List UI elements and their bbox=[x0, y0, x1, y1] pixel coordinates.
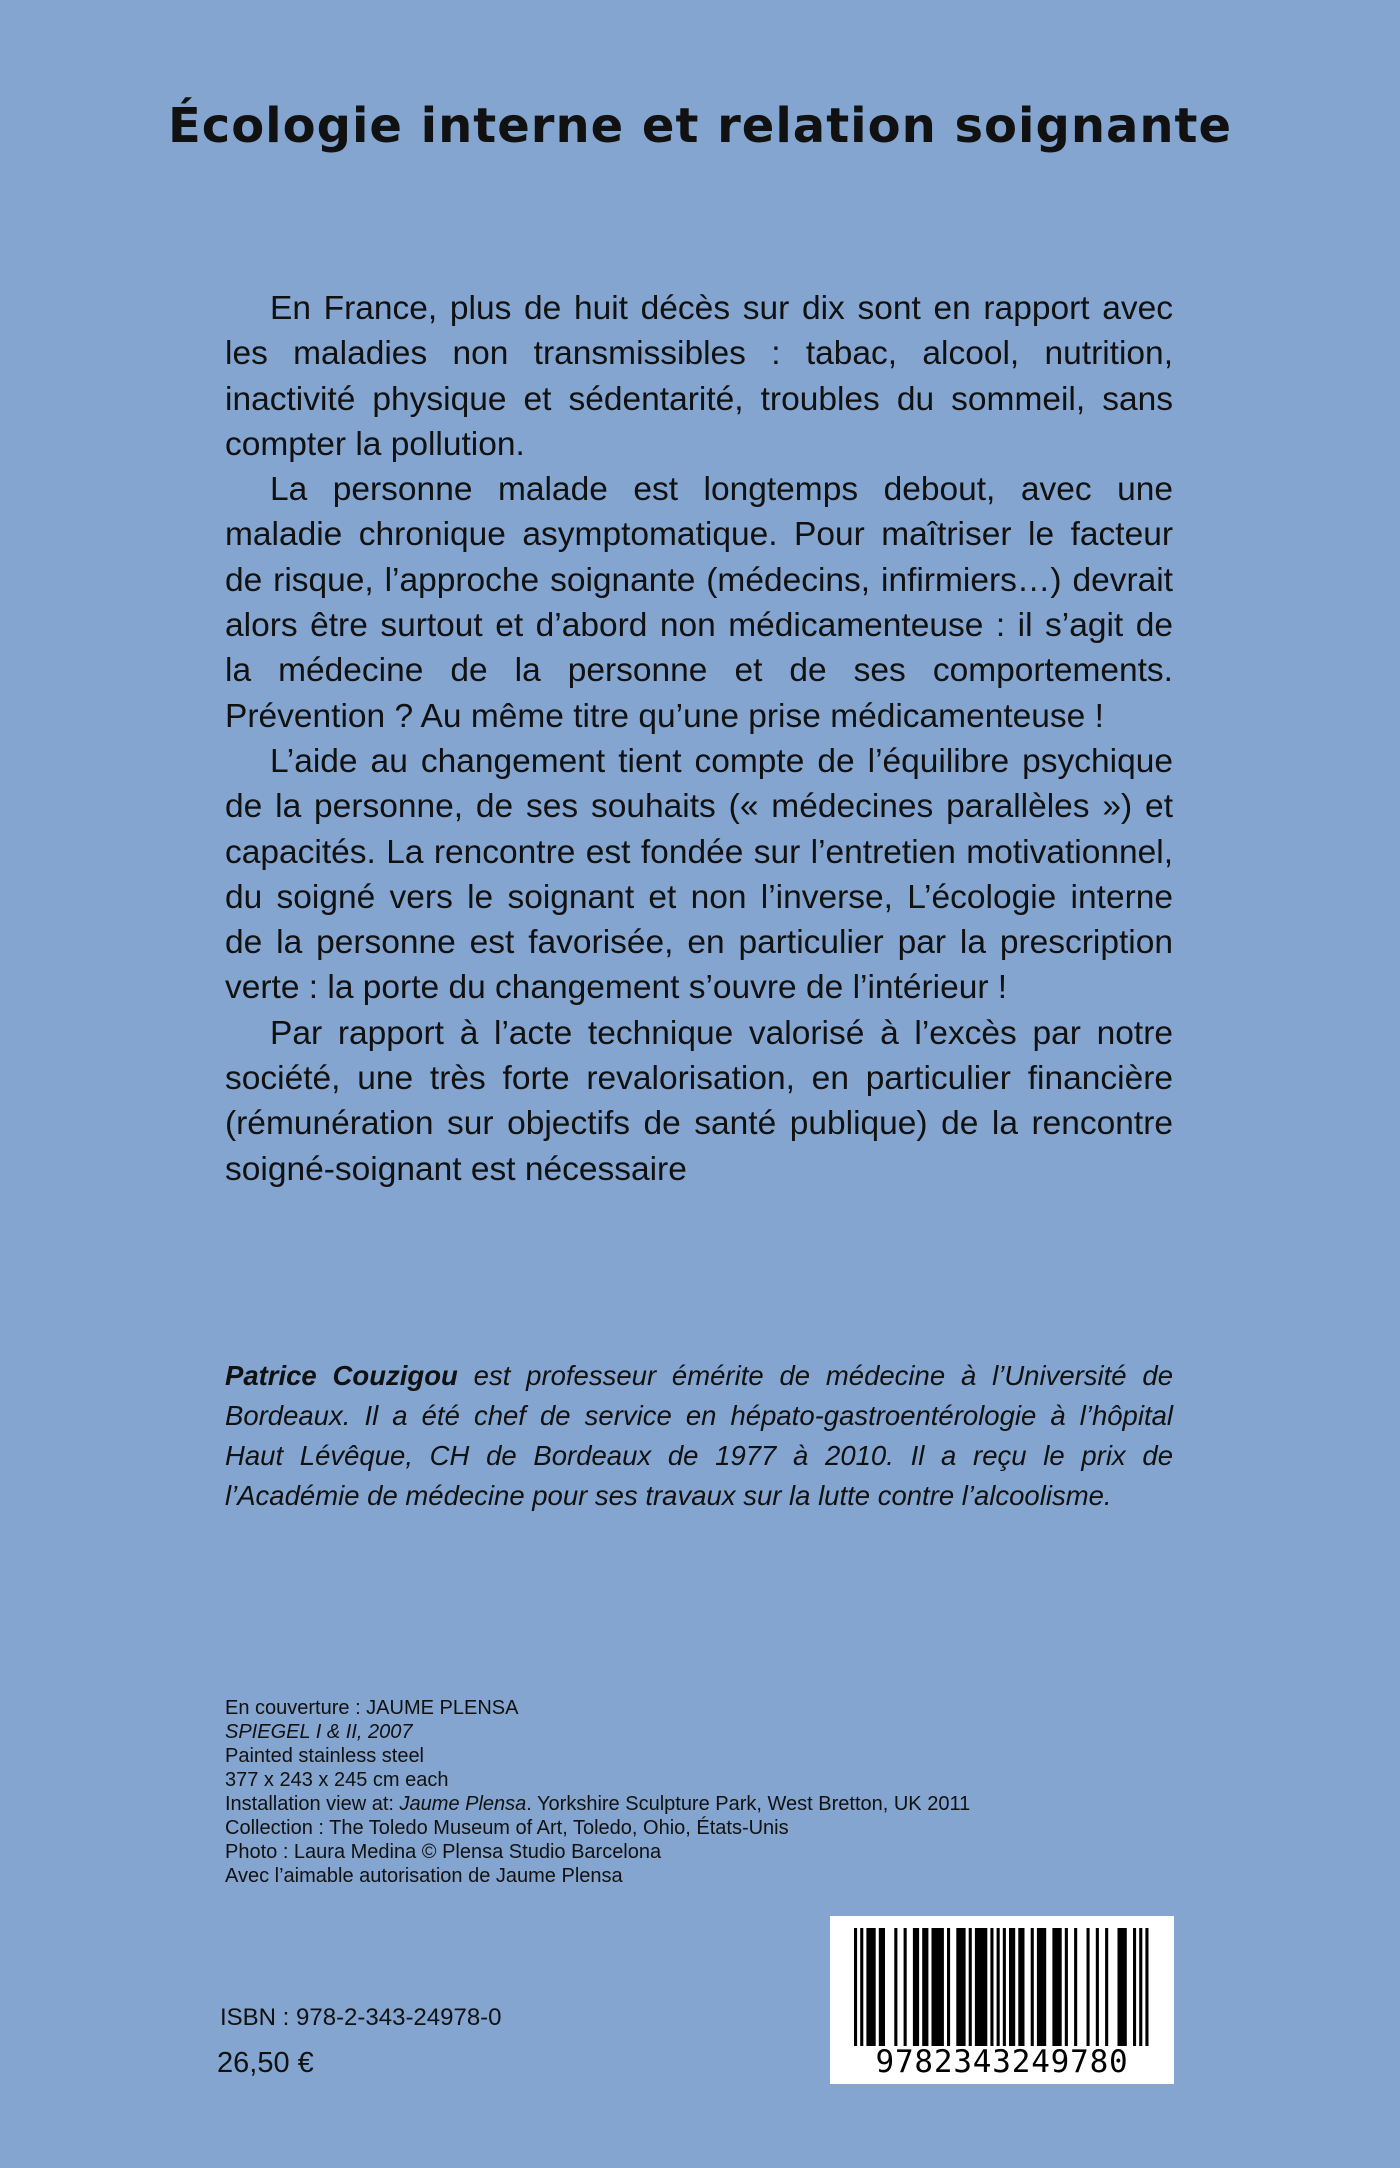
credit-line: SPIEGEL I & II, 2007 bbox=[225, 1721, 413, 1743]
barcode-bar bbox=[1037, 1928, 1046, 2046]
barcode-bar bbox=[1003, 1928, 1006, 2046]
blurb-paragraph-4: Par rapport à l’acte technique valorisé à l’excès par notre société, une très forte revalorisation, en particulier financière (rémunération sur objectifs de santé publique) de la rencontre soigné-soignant est nécessaire bbox=[225, 1014, 1173, 1188]
price: 26,50 € bbox=[217, 2047, 314, 2079]
credit-suffix: . Yorkshire Sculpture Park, West Bretton, UK 2011 bbox=[526, 1793, 971, 1815]
barcode-bar bbox=[866, 1928, 875, 2046]
barcode-bar bbox=[1031, 1928, 1034, 2046]
barcode-bar bbox=[1145, 1928, 1148, 2046]
barcode-bar bbox=[1139, 1928, 1142, 2046]
author-bio bbox=[225, 1356, 1173, 1516]
barcode-bar bbox=[956, 1928, 965, 2046]
cover-credits bbox=[225, 1696, 1125, 1888]
barcode-digits: 9782343249780 bbox=[875, 2044, 1129, 2080]
barcode-bar bbox=[860, 1928, 863, 2046]
barcode-bar bbox=[1009, 1928, 1015, 2046]
barcode bbox=[830, 1916, 1174, 2084]
credit-exhibition: Jaume Plensa bbox=[399, 1793, 527, 1815]
barcode-bar bbox=[1052, 1928, 1061, 2046]
barcode-bar bbox=[997, 1928, 1000, 2046]
barcode-bar bbox=[1096, 1928, 1099, 2046]
barcode-bar bbox=[969, 1928, 972, 2046]
barcode-bar bbox=[913, 1928, 919, 2046]
book-title: Écologie interne et relation soignante bbox=[167, 98, 1233, 154]
credit-line: Collection : The Toledo Museum of Art, Toledo, Ohio, États-Unis bbox=[225, 1817, 789, 1839]
blurb bbox=[225, 286, 1173, 1192]
credit-line: 377 x 243 x 245 cm each bbox=[225, 1769, 449, 1791]
barcode-bar bbox=[990, 1928, 993, 2046]
credit-line: Photo : Laura Medina © Plensa Studio Barcelona bbox=[225, 1841, 662, 1863]
barcode-bar bbox=[904, 1928, 907, 2046]
credit-prefix: Installation view at: bbox=[225, 1793, 400, 1815]
author-bio-text: est professeur émérite de médecine à l’Université de Bordeaux. Il a été chef de service en hépato-gastroentérologie à l’hôpital Haut Lévêque, CH de Bordeaux de 1977 à 2010. Il a reçu le prix de l’Académie de médecine pour ses travaux sur la lutte contre l’alcoolisme. bbox=[225, 1360, 1174, 1511]
barcode-bar bbox=[1018, 1928, 1024, 2046]
barcode-bar bbox=[894, 1928, 897, 2046]
isbn: ISBN : 978-2-343-24978-0 bbox=[220, 2004, 502, 2031]
credit-line: En couverture : JAUME PLENSA bbox=[225, 1697, 519, 1719]
barcode-bar bbox=[854, 1928, 857, 2046]
blurb-paragraph-1: En France, plus de huit décès sur dix sont en rapport avec les maladies non transmissibles : tabac, alcool, nutrition, inactivité physique et sédentarité, troubles du sommeil, sans compter la pollution. bbox=[225, 290, 1173, 463]
credit-line-installation bbox=[225, 1792, 1125, 1816]
barcode-bar bbox=[1087, 1928, 1090, 2046]
barcode-bar bbox=[1133, 1928, 1136, 2046]
barcode-bar bbox=[932, 1928, 944, 2046]
barcode-bar bbox=[1074, 1928, 1077, 2046]
barcode-bar bbox=[947, 1928, 950, 2046]
credit-line: Avec l’aimable autorisation de Jaume Plensa bbox=[225, 1865, 623, 1887]
barcode-bar bbox=[1065, 1928, 1068, 2046]
barcode-bar bbox=[1105, 1928, 1108, 2046]
author-name: Patrice Couzigou bbox=[225, 1360, 458, 1391]
credit-line: Painted stainless steel bbox=[225, 1745, 425, 1767]
barcode-bar bbox=[879, 1928, 885, 2046]
blurb-paragraph-2: La personne malade est longtemps debout, avec une maladie chronique asymptomatique. Pour maîtriser le facteur de risque, l’approche soignante (médecins, infirmiers…) devrait alors être surtout et d’abord non médicamenteuse : il s’agit de la médecine de la personne et de ses comportements. Prévention ? Au même titre qu’une prise médicamenteuse ! bbox=[225, 471, 1173, 735]
barcode-bar bbox=[975, 1928, 987, 2046]
barcode-bar bbox=[922, 1928, 928, 2046]
blurb-paragraph-3: L’aide au changement tient compte de l’équilibre psychique de la personne, de ses souhaits (« médecines parallèles ») et capacités. La rencontre est fondée sur l’entretien motivationnel, du soigné vers le soignant et non l’inverse, L’écologie interne de la personne est favorisée, en particulier par la prescription verte : la porte du changement s’ouvre de l’intérieur ! bbox=[225, 742, 1173, 1007]
barcode-bar bbox=[1118, 1928, 1127, 2046]
